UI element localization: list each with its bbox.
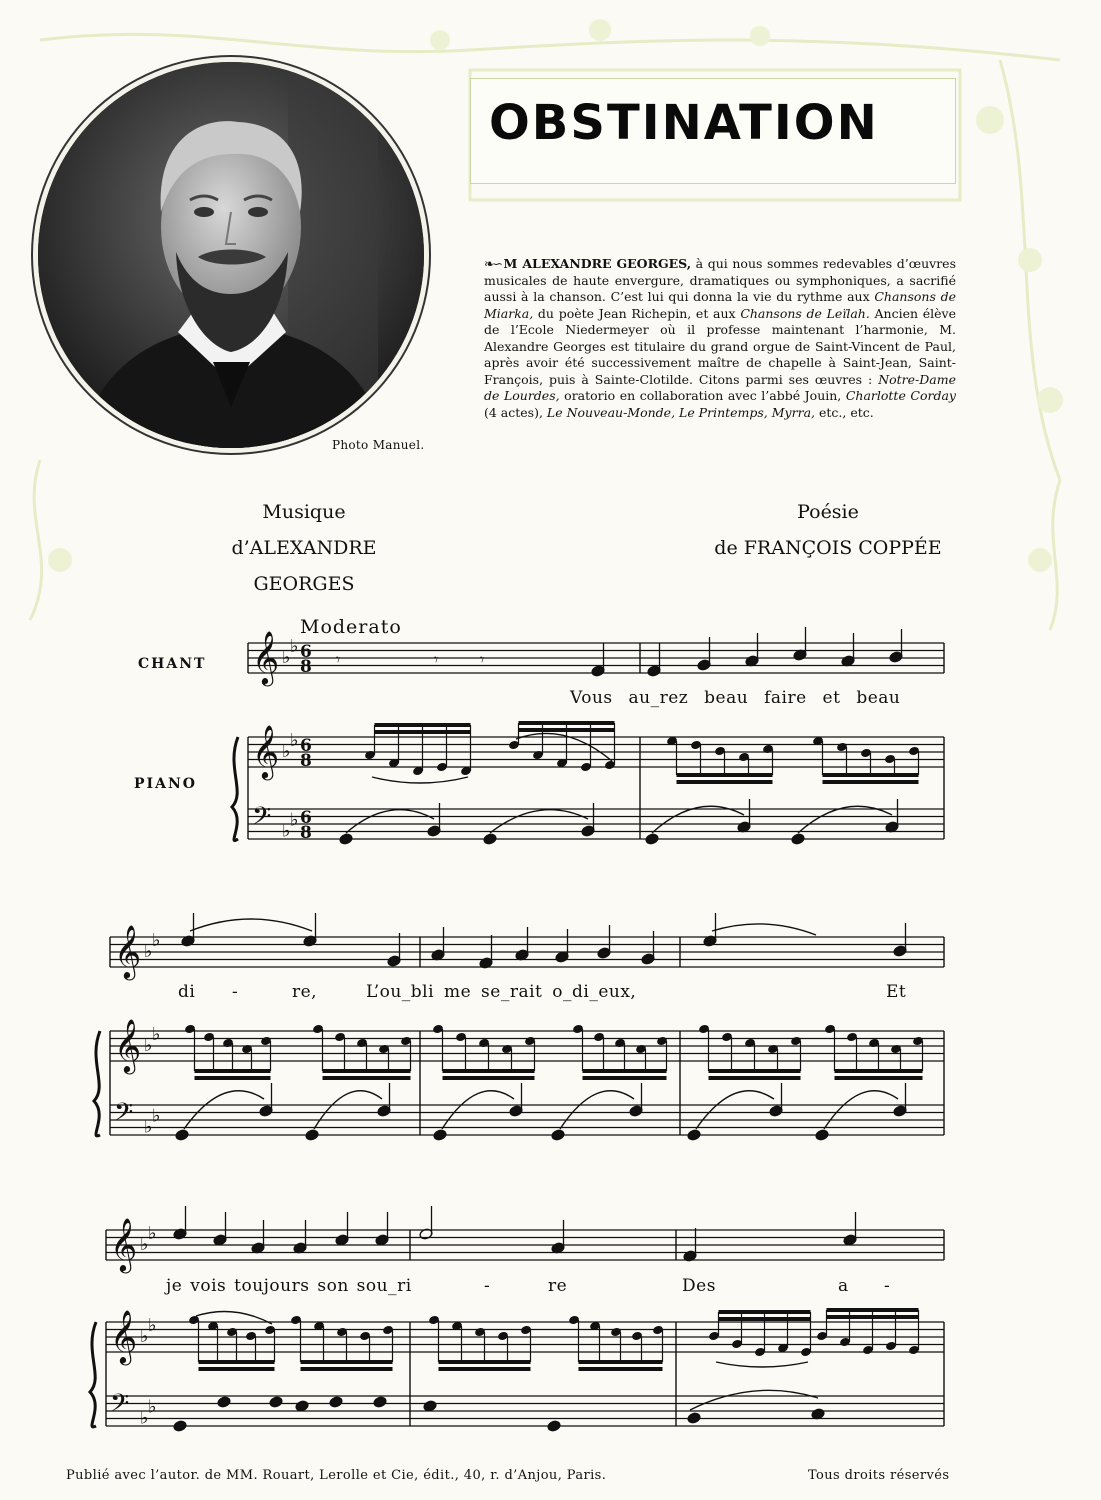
- bio-work-5: Le Nouveau-Monde, Le Printemps, Myrra,: [546, 404, 815, 420]
- slur: [346, 810, 434, 833]
- flat-icon: ♭: [140, 1234, 149, 1255]
- note-head: [791, 833, 805, 845]
- flat-icon: ♭: [290, 635, 299, 657]
- note-head: [269, 1396, 283, 1408]
- slur: [696, 1091, 774, 1129]
- piano-brace: [232, 737, 238, 841]
- bio-lead: M ALEXANDRE GEORGES,: [503, 256, 692, 271]
- slur: [372, 777, 468, 783]
- flat-icon: ♭: [152, 929, 161, 951]
- bio-text-5: (4 actes),: [484, 404, 547, 420]
- flat-icon: ♭: [148, 1396, 157, 1418]
- time-signature-bottom: 8: [300, 751, 312, 771]
- treble-clef-icon: 𝄞: [110, 1217, 138, 1271]
- slur: [560, 1091, 634, 1129]
- lyrics-system-2-syllable-2: -: [232, 982, 239, 1002]
- slur: [314, 1091, 382, 1129]
- treble-clef-icon: 𝄞: [114, 1018, 142, 1072]
- slur: [824, 1091, 898, 1129]
- note-head: [687, 1412, 701, 1424]
- music-credit-line2: d’ALEXANDRE GEORGES: [231, 537, 377, 595]
- note-head: [217, 1396, 231, 1408]
- lyrics-system-2-syllable-1: di: [178, 982, 196, 1002]
- photo-credit: Photo Manuel.: [332, 438, 425, 452]
- ornament-flourish-icon: ❧∽: [484, 256, 504, 271]
- lyrics-system-3-syllable-3: re: [548, 1276, 568, 1296]
- rest: 𝄾: [336, 650, 341, 669]
- rest: 𝄾: [434, 650, 439, 669]
- lyrics-system-3-syllable-2: -: [484, 1276, 491, 1296]
- treble-clef-icon: 𝄞: [252, 630, 280, 684]
- flat-icon: ♭: [144, 1116, 153, 1138]
- flat-icon: ♭: [148, 1222, 157, 1244]
- note-head: [551, 1129, 565, 1141]
- lyrics-system-1: Vous au_rez beau faire et beau: [570, 688, 901, 708]
- slur: [184, 1091, 264, 1129]
- bio-work-4: Charlotte Corday: [845, 388, 956, 403]
- treble-clef-icon: 𝄞: [110, 1309, 138, 1363]
- note-head: [483, 833, 497, 845]
- note-head: [329, 1396, 343, 1408]
- poem-credit-line1: Poésie: [797, 501, 859, 523]
- note-head: [339, 833, 353, 845]
- flat-icon: ♭: [282, 820, 291, 842]
- time-signature-bottom: 8: [300, 657, 312, 677]
- note-head: [687, 1129, 701, 1141]
- lyrics-system-2-syllable-4: L’ou_bli me se_rait o_di_eux,: [366, 982, 637, 1002]
- note-head: [175, 1129, 189, 1141]
- flat-icon: ♭: [290, 809, 299, 831]
- bass-clef-icon: 𝄢: [114, 1098, 134, 1133]
- flat-icon: ♭: [152, 1105, 161, 1127]
- note-head: [815, 1129, 829, 1141]
- bio-text-3: Ancien élève de l’Ecole Niedermeyer où il professe maintenant l’harmonie, M. Alexandre Georges est titulaire du grand orgue de Saint-Vincent de Paul, après avoir été successivement maître de chapelle à Saint-Jean, Saint-François, puis à Sainte-Clotilde. Citons parmi ses œuvres :: [484, 305, 956, 387]
- note-head: [373, 1396, 387, 1408]
- note-head: [423, 1400, 437, 1412]
- lyrics-system-3-syllable-1: je vois toujours son sou_ri: [166, 1276, 412, 1296]
- time-signature-bottom: 8: [300, 823, 312, 843]
- page-title: OBSTINATION: [489, 95, 879, 151]
- flat-icon: ♭: [148, 1314, 157, 1336]
- time-signature-top: 6: [300, 736, 312, 756]
- bio-work-2: Chansons de Leïlah.: [740, 305, 870, 321]
- note-head: [433, 1129, 447, 1141]
- bio-text-2: du poète Jean Richepin, et aux: [533, 305, 741, 321]
- flat-icon: ♭: [144, 1035, 153, 1056]
- slur: [690, 1390, 818, 1410]
- slur: [798, 806, 892, 833]
- lyrics-system-3-syllable-6: -: [884, 1276, 891, 1296]
- rights-note: Tous droits réservés: [808, 1468, 950, 1483]
- flat-icon: ♭: [144, 941, 153, 962]
- flat-icon: ♭: [140, 1407, 149, 1429]
- note-head: [173, 1420, 187, 1432]
- piano-brace: [90, 1322, 96, 1427]
- flat-icon: ♭: [152, 1023, 161, 1045]
- slur: [190, 919, 312, 931]
- bio-text-4: oratorio en collaboration avec l’abbé Jouin,: [559, 388, 846, 403]
- bio-text-1: à qui nous sommes redevables d’œuvres musicales de haute envergure, dramatiques ou symphoniques, a sacrifié aussi à la chanson. C’est lui qui donna la vie du rythme aux: [484, 256, 956, 304]
- treble-clef-icon: 𝄞: [252, 724, 280, 778]
- treble-clef-icon: 𝄞: [114, 924, 142, 978]
- rest: 𝄾: [480, 650, 485, 669]
- slur: [490, 810, 588, 833]
- lyrics-system-2-syllable-3: re,: [292, 982, 318, 1002]
- lyrics-system-2-syllable-5: Et: [886, 982, 907, 1002]
- note-head: [305, 1129, 319, 1141]
- piano-brace: [94, 1031, 100, 1136]
- poem-credit-line2: de FRANÇOIS COPPÉE: [714, 537, 942, 559]
- bio-work-1: Chansons de Miarka,: [484, 289, 956, 321]
- time-signature-top: 6: [300, 642, 312, 662]
- slur: [712, 924, 816, 935]
- flat-icon: ♭: [282, 741, 291, 762]
- note-head: [547, 1420, 561, 1432]
- slur: [716, 1362, 808, 1367]
- lyrics-system-3-syllable-5: a: [838, 1276, 849, 1296]
- bio-work-3: Notre-Dame de Lourdes,: [484, 371, 956, 403]
- bio-text-6: etc., etc.: [815, 404, 874, 420]
- flat-icon: ♭: [290, 729, 299, 751]
- lyrics-system-3-syllable-4: Des: [682, 1276, 716, 1296]
- tempo-marking: Moderato: [300, 616, 402, 638]
- note-head: [295, 1400, 309, 1412]
- voice-label: CHANT: [138, 656, 207, 672]
- note-head: [645, 833, 659, 845]
- publisher-note: Publié avec l’autor. de MM. Rouart, Lerolle et Cie, édit., 40, r. d’Anjou, Paris.: [66, 1468, 607, 1483]
- flat-icon: ♭: [282, 647, 291, 668]
- piano-label: PIANO: [134, 776, 197, 792]
- slur: [442, 1091, 514, 1129]
- bass-clef-icon: 𝄢: [252, 802, 272, 837]
- slur: [652, 806, 744, 833]
- flat-icon: ♭: [140, 1326, 149, 1347]
- time-signature-top: 6: [300, 808, 312, 828]
- bass-clef-icon: 𝄢: [110, 1389, 130, 1424]
- music-credit-line1: Musique: [262, 501, 346, 523]
